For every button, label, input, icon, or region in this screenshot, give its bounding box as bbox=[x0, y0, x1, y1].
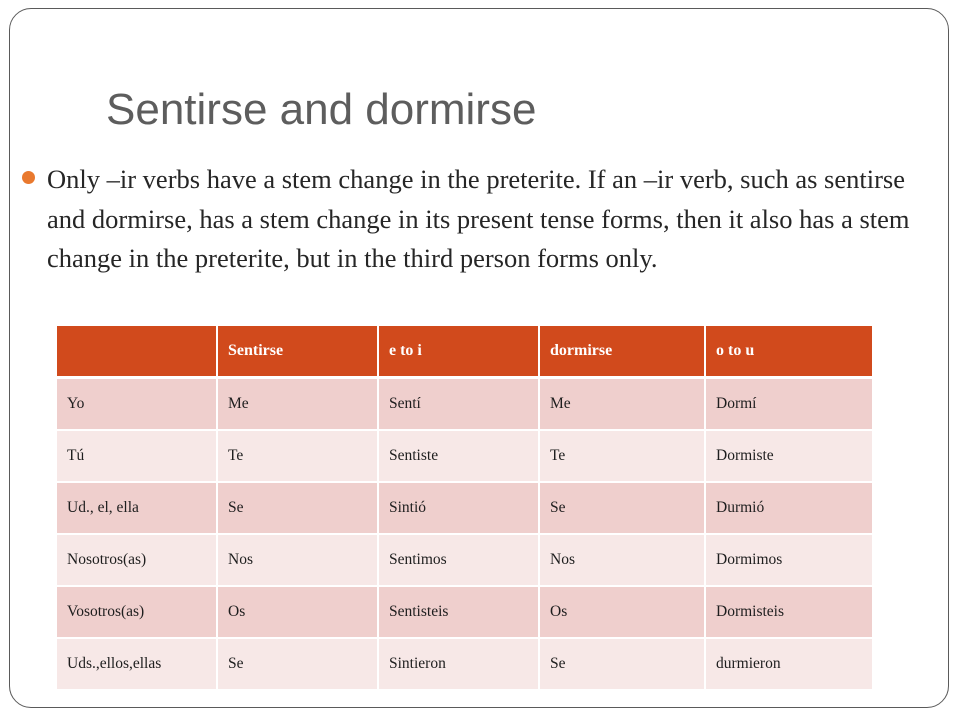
pronoun-cell: Uds.,ellos,ellas bbox=[57, 638, 217, 690]
table-header-row bbox=[57, 326, 872, 378]
reflexive-cell: Me bbox=[217, 378, 378, 431]
sentirse-form-cell: Sintieron bbox=[378, 638, 539, 690]
table-row bbox=[57, 534, 872, 586]
dormirse-form-cell: Dormí bbox=[705, 378, 872, 431]
header-cell-sentirse: Sentirse bbox=[217, 326, 378, 378]
dormirse-form-cell: durmieron bbox=[705, 638, 872, 690]
dormirse-form-cell: Dormimos bbox=[705, 534, 872, 586]
table-row bbox=[57, 378, 872, 431]
reflexive-cell: Nos bbox=[217, 534, 378, 586]
sentirse-form-cell: Sentisteis bbox=[378, 586, 539, 638]
table-row bbox=[57, 586, 872, 638]
dormirse-form-cell: Dormiste bbox=[705, 430, 872, 482]
sentirse-form-cell: Sentiste bbox=[378, 430, 539, 482]
header-cell-o-to-u: o to u bbox=[705, 326, 872, 378]
reflexive-cell: Se bbox=[217, 638, 378, 690]
bullet-dot-icon bbox=[22, 171, 35, 184]
pronoun-cell: Tú bbox=[57, 430, 217, 482]
table-row bbox=[57, 430, 872, 482]
dormirse-form-cell: Durmió bbox=[705, 482, 872, 534]
slide-title: Sentirse and dormirse bbox=[106, 85, 537, 134]
pronoun-cell: Vosotros(as) bbox=[57, 586, 217, 638]
reflexive-cell: Me bbox=[539, 378, 705, 431]
reflexive-cell: Os bbox=[539, 586, 705, 638]
pronoun-cell: Ud., el, ella bbox=[57, 482, 217, 534]
sentirse-form-cell: Sentimos bbox=[378, 534, 539, 586]
pronoun-cell: Yo bbox=[57, 378, 217, 431]
reflexive-cell: Se bbox=[539, 638, 705, 690]
sentirse-form-cell: Sentí bbox=[378, 378, 539, 431]
reflexive-cell: Nos bbox=[539, 534, 705, 586]
reflexive-cell: Se bbox=[217, 482, 378, 534]
reflexive-cell: Te bbox=[217, 430, 378, 482]
reflexive-cell: Se bbox=[539, 482, 705, 534]
conjugation-table bbox=[57, 326, 872, 691]
table-row bbox=[57, 482, 872, 534]
reflexive-cell: Te bbox=[539, 430, 705, 482]
header-cell-pronoun bbox=[57, 326, 217, 378]
sentirse-form-cell: Sintió bbox=[378, 482, 539, 534]
header-cell-e-to-i: e to i bbox=[378, 326, 539, 378]
reflexive-cell: Os bbox=[217, 586, 378, 638]
dormirse-form-cell: Dormisteis bbox=[705, 586, 872, 638]
pronoun-cell: Nosotros(as) bbox=[57, 534, 217, 586]
bullet-text: Only –ir verbs have a stem change in the preterite. If an –ir verb, such as sentirse and dormirse, has a stem change in its present tense forms, then it also has a stem change in the preterite, but in the third person forms only. bbox=[47, 164, 910, 273]
header-cell-dormirse: dormirse bbox=[539, 326, 705, 378]
table-row bbox=[57, 638, 872, 690]
